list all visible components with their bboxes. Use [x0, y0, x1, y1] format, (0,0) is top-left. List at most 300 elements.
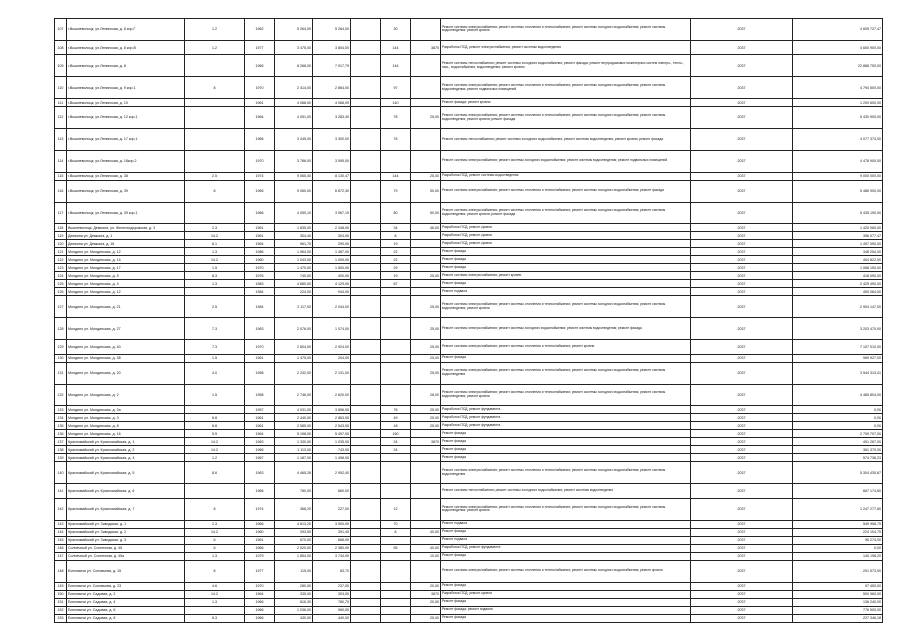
- table-row: [55, 484, 883, 499]
- cell-address: Красномайский ул. Красномайская, д. 2: [67, 446, 185, 454]
- cell-g: [411, 498, 441, 520]
- cell-e: [351, 232, 381, 240]
- cell-a: 8: [185, 498, 245, 520]
- cell-a: [185, 129, 245, 151]
- cell-year: 2037: [691, 180, 793, 202]
- cell-address: Красномайский ул. Красномайская, д. 1: [67, 438, 185, 446]
- cell-g: 3870: [411, 40, 441, 55]
- cell-c: 1 113,00: [275, 446, 313, 454]
- table-row: [55, 520, 883, 528]
- cell-year: 2037: [691, 77, 793, 99]
- table-row: [55, 422, 883, 430]
- cell-g: 28,00: [411, 384, 441, 406]
- cell-e: [351, 224, 381, 232]
- cell-num: 107: [55, 19, 67, 41]
- cell-f: [381, 362, 411, 384]
- cell-cost: 2 709 707,00: [793, 430, 883, 438]
- cell-year: 2037: [691, 598, 793, 606]
- cell-desc: Ремонт системы электроснабжения; ремонт системы отопления и теплоснабжения; ремонт системы холодного водоснабжения; ремонт системы водоотведения: [441, 362, 691, 384]
- cell-address: г.Вышневолоцк, ул.Ленинская, д. 9 кор.1: [67, 77, 185, 99]
- cell-a: [185, 107, 245, 129]
- cell-g: [411, 536, 441, 544]
- cell-d: 2 348,00: [313, 224, 351, 232]
- cell-desc: Ремонт системы теплоснабжения; ремонт системы холодного водоснабжения; ремонт фасада; ремонт внутридомовых инженерных систем электро-, тепло-, газо-, водоснабжения, водоотведения; ремонт кровли: [441, 55, 691, 77]
- cell-a: 1.5: [185, 264, 245, 272]
- cell-d: 1 074,00: [313, 318, 351, 340]
- table-row: [55, 544, 883, 552]
- cell-c: 1 964,00: [275, 248, 313, 256]
- cell-cost: 1 247 277,60: [793, 498, 883, 520]
- cell-c: 9 060,00: [275, 180, 313, 202]
- cell-cost: 5 304 430,67: [793, 462, 883, 484]
- cell-a: 14.2: [185, 590, 245, 598]
- cell-desc: Ремонт системы электроснабжения; ремонт системы отопления и теплоснабжения; ремонт системы холодного водоснабжения; ремонт системы водоотведения; ремонт кровли; ремонт фасада: [441, 107, 691, 129]
- cell-f: 97: [381, 77, 411, 99]
- table-row: [55, 414, 883, 422]
- cell-g: [411, 19, 441, 41]
- cell-c: 2 076,00: [275, 318, 313, 340]
- cell-year: 2037: [691, 590, 793, 598]
- cell-f: [381, 582, 411, 590]
- cell-g: [411, 484, 441, 499]
- cell-a: 2.3: [185, 224, 245, 232]
- cell-num: 137: [55, 438, 67, 446]
- cell-d: 668,00: [313, 536, 351, 544]
- cell-b: 1961: [245, 232, 275, 240]
- cell-g: 25,00: [411, 354, 441, 362]
- cell-cost: 1 497 090,00: [793, 240, 883, 248]
- cell-b: 1965: [245, 180, 275, 202]
- cell-a: 1.2: [185, 19, 245, 41]
- cell-year: 2037: [691, 406, 793, 414]
- cell-g: [411, 240, 441, 248]
- cell-c: 780,00: [275, 484, 313, 499]
- cell-c: 3 445,00: [275, 129, 313, 151]
- cell-d: 3 744,00: [313, 552, 351, 560]
- cell-d: 237,00: [313, 582, 351, 590]
- table-row: [55, 528, 883, 536]
- cell-year: 2037: [691, 536, 793, 544]
- cell-g: 10,00: [411, 552, 441, 560]
- cell-desc: Разработка ПСД; ремонт кровли: [441, 224, 691, 232]
- cell-cost: 418 090,00: [793, 272, 883, 280]
- cell-b: 1964: [245, 107, 275, 129]
- cell-desc: Ремонт фасада: [441, 614, 691, 622]
- cell-e: [351, 354, 381, 362]
- cell-c: 1 470,00: [275, 264, 313, 272]
- cell-a: 1.2: [185, 40, 245, 55]
- cell-num: 152: [55, 606, 67, 614]
- cell-year: 2037: [691, 462, 793, 484]
- cell-address: г.Вышневолоцк, ул.Ленинская, д. 18кор.2: [67, 150, 185, 172]
- cell-d: 7 917,79: [313, 55, 351, 77]
- cell-a: 2.3: [185, 520, 245, 528]
- cell-c: 368,20: [275, 498, 313, 520]
- cell-b: 1977: [245, 560, 275, 582]
- cell-year: 2037: [691, 552, 793, 560]
- cell-g: 46,00: [411, 224, 441, 232]
- cell-num: 119: [55, 232, 67, 240]
- cell-c: 1 835,00: [275, 224, 313, 232]
- cell-b: 1970: [245, 150, 275, 172]
- cell-desc: Разработка ПСД; ремонт кровли: [441, 240, 691, 248]
- cell-a: 14.2: [185, 446, 245, 454]
- cell-e: [351, 520, 381, 528]
- cell-a: 2.5: [185, 172, 245, 180]
- cell-year: 2037: [691, 430, 793, 438]
- cell-g: 25,00: [411, 406, 441, 414]
- cell-g: [411, 150, 441, 172]
- cell-f: 79: [381, 180, 411, 202]
- cell-desc: Разработка ПСД; ремонт фундамента: [441, 422, 691, 430]
- table-row: [55, 384, 883, 406]
- cell-num: 135: [55, 422, 67, 430]
- cell-desc: Разработка ПСД; ремонт кровли: [441, 590, 691, 598]
- cell-address: г.Вышневолоцк, ул.Ленинская, д. 10: [67, 99, 185, 107]
- cell-cost: 0,00: [793, 544, 883, 552]
- cell-f: [381, 606, 411, 614]
- cell-a: [185, 99, 245, 107]
- cell-desc: Ремонт фасада; ремонт кровли: [441, 99, 691, 107]
- cell-cost: 969 927,00: [793, 354, 883, 362]
- cell-desc: Ремонт фасада: [441, 454, 691, 462]
- cell-desc: Ремонт фасада: [441, 256, 691, 264]
- cell-e: [351, 19, 381, 41]
- cell-desc: Разработка ПСД; ремонт фундамента: [441, 544, 691, 552]
- cell-b: 1962: [245, 19, 275, 41]
- table-row: [55, 202, 883, 224]
- cell-g: 25,00: [411, 272, 441, 280]
- cell-e: [351, 414, 381, 422]
- cell-f: [381, 462, 411, 484]
- table-row: [55, 582, 883, 590]
- cell-desc: Ремонт фасада: [441, 528, 691, 536]
- cell-c: 9 065,40: [275, 172, 313, 180]
- cell-address: Молдино ул. Молдинская, д. 14: [67, 256, 185, 264]
- cell-a: 6.8: [185, 414, 245, 422]
- cell-a: 2.5: [185, 296, 245, 318]
- cell-a: 7.3: [185, 340, 245, 355]
- table-row: [55, 438, 883, 446]
- cell-d: 391,40: [313, 528, 351, 536]
- cell-g: [411, 232, 441, 240]
- cell-d: 960,00: [313, 606, 351, 614]
- cell-c: 3 475,00: [275, 40, 313, 55]
- cell-e: [351, 384, 381, 406]
- cell-a: 6.1: [185, 240, 245, 248]
- cell-b: 1984: [245, 296, 275, 318]
- cell-f: 76: [381, 129, 411, 151]
- cell-a: [185, 150, 245, 172]
- cell-desc: Разработка ПСД; ремонт кровли: [441, 232, 691, 240]
- cell-c: 2 746,00: [275, 384, 313, 406]
- cell-year: 2037: [691, 384, 793, 406]
- cell-cost: 4 605 727,47: [793, 19, 883, 41]
- cell-a: 7.3: [185, 318, 245, 340]
- cell-cost: 4 600 900,00: [793, 40, 883, 55]
- cell-a: 1.3: [185, 248, 245, 256]
- cell-d: 2 864,00: [313, 77, 351, 99]
- cell-f: 22: [381, 256, 411, 264]
- cell-desc: Ремонт фасада: [441, 582, 691, 590]
- cell-d: 2 131,00: [313, 362, 351, 384]
- table-row: [55, 560, 883, 582]
- cell-year: 2037: [691, 362, 793, 384]
- cell-e: [351, 406, 381, 414]
- cell-year: 2037: [691, 248, 793, 256]
- cell-b: 1961: [245, 414, 275, 422]
- repair-schedule-table: [54, 18, 883, 623]
- cell-g: [411, 454, 441, 462]
- cell-c: 1 854,00: [275, 552, 313, 560]
- cell-address: Молдино ул. Молдинская, д. 5: [67, 272, 185, 280]
- cell-d: 5 264,00: [313, 19, 351, 41]
- cell-d: 1 498,00: [313, 454, 351, 462]
- cell-address: Красномайский ул. Красномайская, д. 6: [67, 484, 185, 499]
- table-row: [55, 430, 883, 438]
- cell-f: 19: [381, 240, 411, 248]
- cell-e: [351, 129, 381, 151]
- cell-b: 1967: [245, 454, 275, 462]
- cell-num: 153: [55, 614, 67, 622]
- cell-num: 138: [55, 446, 67, 454]
- cell-desc: Ремонт системы электроснабжения; ремонт системы отопления и теплоснабжения; ремонт системы холодного водоснабжения; ремонт системы водоотведения; ремонт кровли; ремонт фасада: [441, 202, 691, 224]
- cell-e: [351, 484, 381, 499]
- cell-cost: 4 478 900,00: [793, 150, 883, 172]
- cell-e: [351, 454, 381, 462]
- cell-num: 141: [55, 484, 67, 499]
- cell-address: Молдино ул. Молдинская, д. 4: [67, 280, 185, 288]
- cell-a: 5.5: [185, 430, 245, 438]
- cell-year: 2037: [691, 484, 793, 499]
- cell-num: 146: [55, 544, 67, 552]
- cell-e: [351, 582, 381, 590]
- cell-b: 1970: [245, 582, 275, 590]
- cell-b: 1960: [245, 256, 275, 264]
- cell-num: 139: [55, 454, 67, 462]
- table-row: [55, 462, 883, 484]
- cell-num: 110: [55, 77, 67, 99]
- cell-g: 3870: [411, 590, 441, 598]
- cell-g: 25,00: [411, 362, 441, 384]
- cell-year: 2037: [691, 354, 793, 362]
- cell-address: Вышневолоцк, Демьяна, ул. Железнодорожная, д. 3: [67, 224, 185, 232]
- cell-address: Красномайский ул. Красномайская, д. 5: [67, 462, 185, 484]
- cell-desc: Ремонт подвала: [441, 520, 691, 528]
- cell-cost: 0,00: [793, 414, 883, 422]
- cell-d: 743,00: [313, 446, 351, 454]
- cell-num: 120: [55, 240, 67, 248]
- table-row: [55, 40, 883, 55]
- cell-a: 4.6: [185, 582, 245, 590]
- cell-f: 87: [381, 280, 411, 288]
- cell-num: 130: [55, 354, 67, 362]
- cell-b: 1966: [245, 544, 275, 552]
- cell-num: 149: [55, 582, 67, 590]
- cell-e: [351, 99, 381, 107]
- cell-c: 393,50: [275, 528, 313, 536]
- cell-cost: 667 174,60: [793, 484, 883, 499]
- table-row: [55, 354, 883, 362]
- table-row: [55, 318, 883, 340]
- cell-b: 1964: [245, 590, 275, 598]
- cell-b: 1970: [245, 340, 275, 355]
- cell-e: [351, 172, 381, 180]
- cell-year: 2037: [691, 520, 793, 528]
- cell-desc: Ремонт системы электроснабжения; ремонт системы отопления и теплоснабжения; ремонт системы холодного водоснабжения; ремонт системы водоотведения; ремонт кровли: [441, 296, 691, 318]
- cell-cost: 400 064,00: [793, 288, 883, 296]
- cell-num: 122: [55, 256, 67, 264]
- cell-a: 4.0: [185, 362, 245, 384]
- cell-address: г.Вышневолоцк, ул.Ленинская, д. 8: [67, 55, 185, 77]
- cell-num: 151: [55, 598, 67, 606]
- cell-d: 3 595,00: [313, 150, 351, 172]
- cell-f: 144: [381, 55, 411, 77]
- cell-b: 1966: [245, 484, 275, 499]
- cell-address: Красномайский ул. Заводская, д. 2: [67, 528, 185, 536]
- cell-address: Красномайский ул. Заводская, д. 3: [67, 536, 185, 544]
- cell-f: 160: [381, 430, 411, 438]
- cell-f: [381, 536, 411, 544]
- cell-desc: Ремонт системы электроснабжения; ремонт системы отопления и теплоснабжения; ремонт системы холодного водоснабжения; ремонт системы водоотведения: [441, 462, 691, 484]
- cell-num: 150: [55, 590, 67, 598]
- cell-b: 1977: [245, 40, 275, 55]
- cell-num: 116: [55, 180, 67, 202]
- cell-c: 4 680,00: [275, 280, 313, 288]
- cell-desc: Разработка ПСД; ремонт фундамента: [441, 406, 691, 414]
- table-row: [55, 536, 883, 544]
- table-row: [55, 150, 883, 172]
- cell-e: [351, 248, 381, 256]
- cell-year: 2037: [691, 99, 793, 107]
- cell-cost: 3 544 313,41: [793, 362, 883, 384]
- cell-a: 8: [185, 180, 245, 202]
- document-page: [54, 18, 882, 623]
- cell-address: Есеновичи ул. Соловьева, д. 23: [67, 582, 185, 590]
- cell-desc: Ремонт фасада: [441, 248, 691, 256]
- cell-year: 2037: [691, 606, 793, 614]
- cell-year: 2037: [691, 318, 793, 340]
- cell-a: 1.5: [185, 354, 245, 362]
- cell-year: 2037: [691, 498, 793, 520]
- cell-year: 2037: [691, 614, 793, 622]
- cell-f: 19: [381, 272, 411, 280]
- cell-address: Молдино ул. Молдинская, д. 27: [67, 318, 185, 340]
- cell-c: 816,30: [275, 598, 313, 606]
- cell-b: 1966: [245, 614, 275, 622]
- cell-num: 143: [55, 520, 67, 528]
- cell-d: 3 900,00: [313, 520, 351, 528]
- table-row: [55, 340, 883, 355]
- cell-year: 2037: [691, 240, 793, 248]
- cell-e: [351, 590, 381, 598]
- table-row: [55, 248, 883, 256]
- cell-f: [381, 384, 411, 406]
- cell-a: [185, 55, 245, 77]
- cell-d: 8 130,47: [313, 172, 351, 180]
- cell-num: 144: [55, 528, 67, 536]
- cell-c: 115,00: [275, 560, 313, 582]
- cell-num: 108: [55, 40, 67, 55]
- cell-address: Красномайский ул. Красномайская, д. 4: [67, 454, 185, 462]
- cell-address: г.Вышневолоцк, ул.Ленинская, д. 8 кор.В: [67, 40, 185, 55]
- cell-e: [351, 614, 381, 622]
- cell-d: 1 500,00: [313, 264, 351, 272]
- cell-g: 25,00: [411, 422, 441, 430]
- cell-g: [411, 430, 441, 438]
- cell-cost: 5 486 900,00: [793, 180, 883, 202]
- cell-cost: 1 068 150,00: [793, 264, 883, 272]
- cell-d: 5 497,00: [313, 430, 351, 438]
- cell-b: 1961: [245, 536, 275, 544]
- cell-g: 20,00: [411, 582, 441, 590]
- cell-f: 30: [381, 19, 411, 41]
- table-row: [55, 129, 883, 151]
- cell-address: Молдино ул. Молдинская, д. 16: [67, 430, 185, 438]
- cell-d: 2 044,00: [313, 296, 351, 318]
- cell-b: 1964: [245, 240, 275, 248]
- cell-num: 127: [55, 296, 67, 318]
- cell-g: 25,00: [411, 296, 441, 318]
- table-row: [55, 614, 883, 622]
- cell-g: 3870: [411, 438, 441, 446]
- cell-c: 2 242,00: [275, 362, 313, 384]
- cell-num: 121: [55, 248, 67, 256]
- cell-d: 780,70: [313, 598, 351, 606]
- cell-f: 18: [381, 422, 411, 430]
- cell-a: 1.3: [185, 552, 245, 560]
- cell-c: 1 475,00: [275, 354, 313, 362]
- cell-d: 944,00: [313, 288, 351, 296]
- cell-num: 136: [55, 430, 67, 438]
- table-row: [55, 232, 883, 240]
- cell-cost: 0,00: [793, 406, 883, 414]
- cell-e: [351, 288, 381, 296]
- cell-b: 1983: [245, 318, 275, 340]
- cell-year: 2037: [691, 264, 793, 272]
- cell-e: [351, 362, 381, 384]
- cell-desc: Разработка ПСД; ремонт фундамента: [441, 414, 691, 422]
- cell-f: 49: [381, 414, 411, 422]
- cell-e: [351, 180, 381, 202]
- cell-cost: 22 888 750,00: [793, 55, 883, 77]
- cell-cost: 4 485 804,00: [793, 384, 883, 406]
- table-row: [55, 256, 883, 264]
- table-row: [55, 406, 883, 414]
- cell-a: [185, 288, 245, 296]
- cell-a: 6: [185, 544, 245, 552]
- cell-num: 113: [55, 129, 67, 151]
- cell-f: [381, 484, 411, 499]
- cell-num: 133: [55, 406, 67, 414]
- cell-d: 3 300,00: [313, 129, 351, 151]
- cell-f: [381, 340, 411, 355]
- cell-e: [351, 55, 381, 77]
- cell-year: 2037: [691, 438, 793, 446]
- cell-g: 25,00: [411, 318, 441, 340]
- cell-address: Солнечный ул. Солнечная, д. 45: [67, 544, 185, 552]
- cell-desc: Ремонт системы электроснабжения; ремонт системы отопления и теплоснабжения; ремонт системы холодного водоснабжения; ремонт системы водоотведения; ремонт кровли: [441, 384, 691, 406]
- cell-d: 440,00: [313, 614, 351, 622]
- cell-address: Молдино ул. Молдинская, д. 8: [67, 422, 185, 430]
- cell-b: 1957: [245, 406, 275, 414]
- cell-f: 8: [381, 528, 411, 536]
- cell-b: 1961: [245, 422, 275, 430]
- cell-address: Красномайский ул. Красномайская, д. 7: [67, 498, 185, 520]
- cell-cost: 1 200 600,00: [793, 99, 883, 107]
- cell-c: 1 036,00: [275, 606, 313, 614]
- cell-desc: Ремонт фасада: [441, 430, 691, 438]
